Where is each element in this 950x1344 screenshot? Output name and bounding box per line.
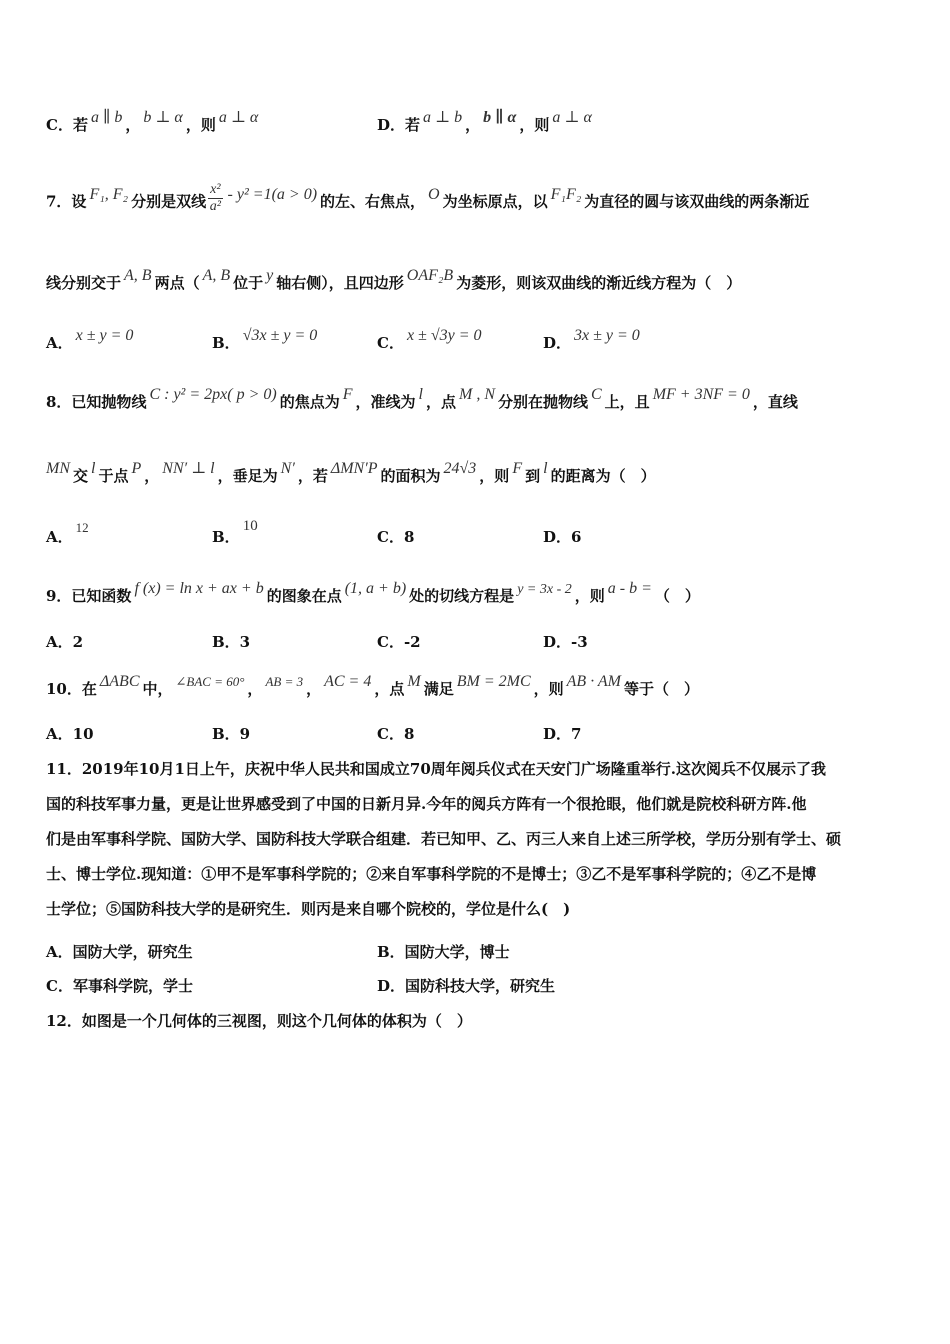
math: a - b =: [607, 580, 652, 597]
text: 满足: [423, 680, 454, 698]
q10-line: [46, 673, 700, 700]
q9-option-b: B．3: [212, 633, 251, 651]
math: A, B: [124, 267, 152, 284]
text: ，点: [374, 680, 405, 698]
math: M , N: [458, 386, 495, 403]
math: y: [266, 267, 274, 284]
q9-line: [46, 580, 700, 608]
q7-line-2: [46, 267, 742, 294]
math: A, B: [202, 267, 231, 284]
math: a ∥ b: [90, 109, 123, 126]
math: l: [543, 460, 548, 477]
text: ，: [247, 680, 263, 698]
text: 的左、右焦点，: [320, 192, 426, 211]
math: l: [91, 460, 96, 477]
q10-option-c: C．8: [377, 725, 415, 743]
math: F₁F₂: [550, 185, 582, 203]
math: M: [407, 673, 421, 690]
q11-option-a: A．国防大学，研究生: [46, 943, 193, 961]
math: C : y² = 2px( p > 0): [149, 386, 277, 403]
q6-option-c-label: C．若: [46, 116, 88, 134]
text: ，则: [533, 680, 564, 698]
option-label: B．: [212, 528, 240, 546]
text: ，: [144, 467, 160, 485]
text: ，准线为: [355, 393, 416, 411]
math: F₁, F₂: [89, 185, 129, 203]
text: 交: [73, 467, 89, 485]
q7-option-a: [46, 327, 136, 354]
text: ，点: [425, 393, 456, 411]
q11-line-5: 士学位；⑤国防科技大学的是研究生．则丙是来自哪个院校的，学位是什么( ): [46, 900, 571, 918]
text: 9．已知函数: [46, 587, 132, 605]
text: 中，: [142, 680, 173, 698]
math: P: [131, 460, 142, 477]
math: a ⊥ α: [552, 109, 592, 126]
text: ，则: [519, 116, 550, 134]
q11-line-3: 们是由军事科学院、国防大学、国防科技大学联合组建．若已知甲、乙、丙三人来自上述三所学校，学历分别有学士、硕: [46, 830, 842, 848]
fraction-denominator: a²: [209, 199, 221, 214]
math: - y² =1(a > 0): [227, 185, 318, 203]
text: 处的切线方程是: [409, 587, 515, 605]
math: 12: [75, 520, 89, 535]
text: 到: [525, 467, 541, 485]
option-label: C．8: [377, 528, 415, 546]
text: ，则: [479, 467, 510, 485]
math: C: [591, 386, 602, 403]
text: ，: [125, 116, 141, 134]
text: ，则: [574, 587, 605, 605]
math: ΔMN′P: [330, 460, 378, 477]
option-label: D．6: [543, 528, 582, 546]
math: a ⊥ b: [423, 109, 463, 126]
q8-option-c: [377, 527, 414, 547]
q8-line-2: [46, 460, 656, 487]
q11-option-c: C．军事科学院，学士: [46, 977, 193, 995]
q8-option-d: [543, 527, 581, 547]
math: NN′ ⊥ l: [162, 460, 215, 477]
math: MN: [46, 460, 70, 477]
q12-stem: 12．如图是一个几何体的三视图，则这个几何体的体积为（ ）: [46, 1012, 472, 1030]
q11-stem: [46, 752, 906, 927]
q9-option-d: D．-3: [543, 633, 588, 651]
text: ，直线: [752, 393, 798, 411]
option-label: C．: [377, 334, 404, 352]
text: 位于: [233, 274, 264, 292]
q11-line-1: 11．2019年10月1日上午，庆祝中华人民共和国成立70周年阅兵仪式在天安门广场隆重举行.这次阅兵不仅展示了我: [46, 760, 827, 778]
q8-option-a: [46, 520, 92, 548]
text: 为直径的圆与该双曲线的两条渐近: [584, 192, 810, 211]
math: N′: [280, 460, 295, 477]
math: ΔABC: [99, 673, 140, 690]
q7-option-c: [377, 327, 485, 354]
math: OAF₂B: [406, 267, 454, 284]
text: 分别在抛物线: [497, 393, 588, 411]
text: ，若: [297, 467, 328, 485]
option-label: A．: [46, 334, 73, 352]
text: 等于（ ）: [624, 680, 700, 698]
math: AC = 4: [324, 673, 372, 690]
q7-line-1: [46, 182, 810, 219]
math: b ⊥ α: [143, 109, 183, 126]
math: AB · AM: [566, 673, 621, 690]
text: ，: [306, 680, 322, 698]
q11-line-4: 士、博士学位.现知道：①甲不是军事科学院的；②来自军事科学院的不是博士；③乙不是军事科学院的；④乙不是博: [46, 865, 817, 883]
q7-option-b: [212, 327, 320, 354]
text: 两点（: [154, 274, 200, 292]
text: ，则: [185, 116, 216, 134]
math: x ± √3y = 0: [406, 327, 482, 344]
q9-option-a: A．2: [46, 633, 84, 651]
option-label: D．: [543, 334, 572, 352]
option-label: A．: [46, 528, 73, 546]
q10-option-a: A．10: [46, 725, 94, 743]
text: 线分别交于: [46, 274, 122, 292]
q8-line-1: [46, 386, 798, 413]
math: AB = 3: [265, 674, 304, 689]
math: l: [418, 386, 423, 403]
q8-option-b: [212, 518, 261, 548]
q6-option-c: [46, 109, 261, 136]
q10-option-d: D．7: [543, 725, 582, 743]
fraction-numerator: x²: [210, 182, 221, 197]
math: O: [428, 185, 440, 203]
math: ∠BAC = 60°: [175, 674, 245, 689]
q6-option-d-label: D．若: [377, 116, 421, 134]
q11-line-2: 国的科技军事力量，更是让世界感受到了中国的日新月异.今年的阅兵方阵有一个很抢眼，他们就是院校科研方阵.他: [46, 795, 807, 813]
text: 分别是双线: [131, 192, 207, 211]
text: 轴右侧），且四边形: [276, 274, 404, 292]
text: 为菱形，则该双曲线的渐近线方程为（ ）: [456, 274, 742, 292]
q11-option-b: B．国防大学，博士: [377, 943, 510, 961]
text: 的焦点为: [279, 393, 340, 411]
math: y = 3x - 2: [517, 582, 572, 597]
math: 10: [242, 518, 258, 534]
text: ，: [465, 116, 481, 134]
math: f (x) = ln x + ax + b: [134, 580, 264, 597]
text: 的图象在点: [266, 587, 342, 605]
math: BM = 2MC: [456, 673, 531, 690]
option-label: B．: [212, 334, 240, 352]
text: 的距离为（ ）: [550, 467, 656, 485]
math: MF + 3NF = 0: [652, 386, 750, 403]
math: √3x ± y = 0: [242, 327, 318, 344]
math: F: [342, 386, 353, 403]
text: 7．设: [46, 192, 87, 211]
text: 8．已知抛物线: [46, 393, 147, 411]
math: x ± y = 0: [75, 327, 134, 344]
q9-option-c: C．-2: [377, 633, 421, 651]
text: 为坐标原点，以: [442, 192, 548, 211]
math: 3x ± y = 0: [574, 327, 640, 344]
text: 10．在: [46, 680, 97, 698]
fraction: [208, 182, 222, 215]
text: ，垂足为: [217, 467, 278, 485]
text: 的面积为: [380, 467, 441, 485]
q11-option-d: D．国防科技大学，研究生: [377, 977, 556, 995]
q7-option-d: [543, 327, 643, 354]
math: F: [512, 460, 523, 477]
math: 24√3: [443, 460, 477, 477]
text: 上，且: [604, 393, 650, 411]
text: 于点: [98, 467, 129, 485]
q10-option-b: B．9: [212, 725, 251, 743]
math: a ⊥ α: [218, 109, 259, 126]
math: (1, a + b): [344, 580, 407, 597]
q6-option-d: [377, 109, 595, 136]
math: b ∥ α: [483, 109, 517, 126]
text: （ ）: [654, 587, 700, 605]
